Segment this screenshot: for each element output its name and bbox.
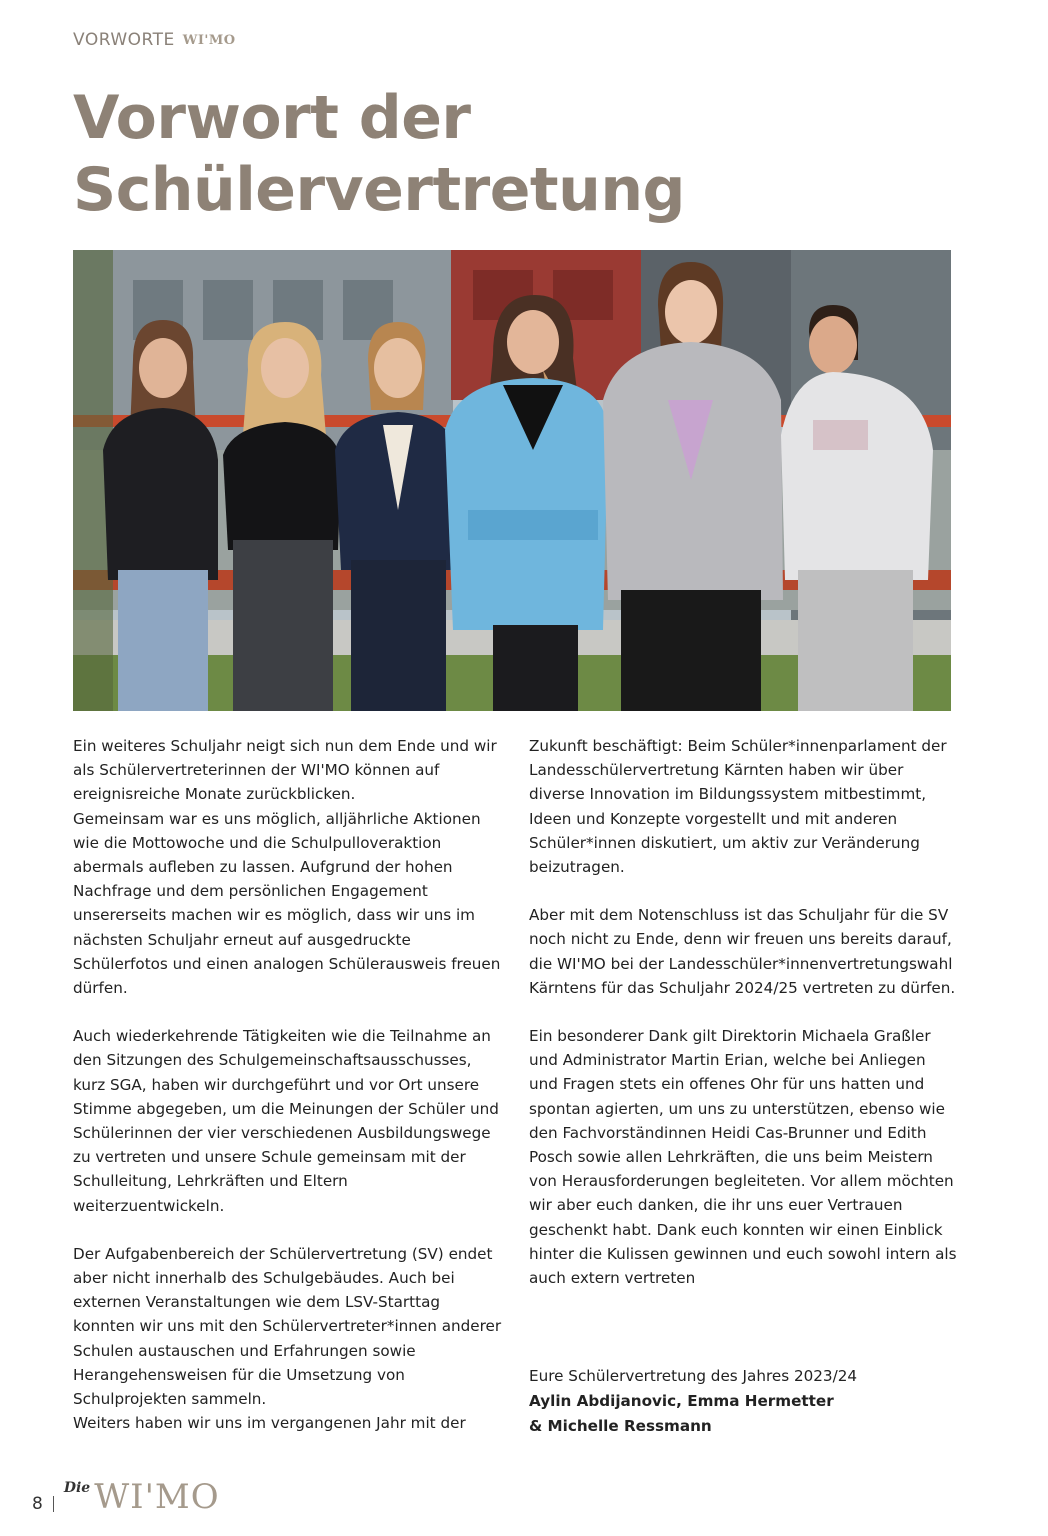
brand-name: WI'MO — [94, 1477, 220, 1517]
section-label — [73, 30, 236, 50]
paragraph-sga: Auch wiederkehrende Tätigkeiten wie die Teilnahme an den Sitzungen des Schulgemeinschaftsausschusses, kurz SGA, haben wir durchgeführt und vor Ort unsere Stimme abgegeben, um die Meinungen der Schüler und Schülerinnen der vier verschiedenen Ausbildungswege zu vertreten und unsere Schule gemeinsam mit der Schulleitung, Lehrkräften und Eltern weiterzuentwickeln. — [73, 1027, 499, 1215]
title-line-2: Schülervertretung — [73, 155, 685, 225]
wimo-logo-small: WI'MO — [182, 32, 236, 48]
page-title — [73, 82, 685, 226]
signoff-names-2: & Michelle Ressmann — [529, 1417, 712, 1435]
paragraph-actions: Gemeinsam war es uns möglich, alljährliche Aktionen wie die Mottowoche und die Schulpulloveraktion abermals aufleben zu lassen. Aufgrund der hohen Nachfrage und dem persönlichen Engagement unsererseits machen wir es möglich, dass wir uns im nächsten Schuljahr erneut auf ausgedruckte Schülerfotos und einen analogen Schülerausweis freuen dürfen. — [73, 809, 501, 998]
signoff-line: Eure Schülervertretung des Jahres 2023/24 — [529, 1367, 858, 1385]
signoff-names-1: Aylin Abdijanovic, Emma Hermetter — [529, 1392, 834, 1410]
paragraph-election: Aber mit dem Notenschluss ist das Schuljahr für die SV noch nicht zu Ende, denn wir freuen uns bereits darauf, die WI'MO bei der Landesschüler*innenvertretungswahl Kärntens für das Schuljahr 2024/25 vertreten zu dürfen. — [529, 906, 956, 997]
footer-separator — [53, 1496, 54, 1512]
paragraph-future: Zukunft beschäftigt: Beim Schüler*innenparlament der Landesschülervertretung Kärnten haben wir über diverse Innovation im Bildungssystem mitbestimmt, Ideen und Konzepte vorgestellt und mit anderen Schüler*innen diskutiert, um aktiv zur Veränderung beizutragen. — [529, 737, 947, 877]
group-photo-illustration — [73, 250, 951, 711]
group-photo — [73, 250, 951, 711]
paragraph-thanks: Ein besonderer Dank gilt Direktorin Michaela Graßler und Administrator Martin Erian, welche bei Anliegen und Fragen stets ein offenes Ohr für uns hatten und spontan agierten, um uns zu unterstützen, ebenso wie den Fachvorständinnen Heidi Cas-Brunner und Edith Posch sowie allen Lehrkräften, die uns beim Meistern von Herausforderungen begleiteten. Vor allem möchten wir aber euch danken, die ihr uns euer Vertrauen geschenkt habt. Dank euch konnten wir einen Einblick hinter die Kulissen gewinnen und euch sowohl intern als auch extern vertreten — [529, 1027, 957, 1288]
paragraph-intro: Ein weiteres Schuljahr neigt sich nun dem Ende und wir als Schülervertreterinnen der WI'MO können auf ereignisreiche Monate zurückblicken. — [73, 737, 497, 804]
section-name: VORWORTE — [73, 30, 175, 50]
signoff — [529, 1364, 857, 1439]
paragraph-external: Der Aufgabenbereich der Schülervertretung (SV) endet aber nicht innerhalb des Schulgebäudes. Auch bei externen Veranstaltungen wie dem LSV-Starttag konnten wir uns mit den Schülervertreter*innen anderer Schulen austauschen und Erfahrungen sowie Herangehensweisen für die Umsetzung von Schulprojekten sammeln. — [73, 1244, 502, 1409]
left-column — [73, 734, 503, 1435]
page-number: 8 — [32, 1494, 43, 1514]
brand-prefix: Die — [63, 1480, 91, 1496]
title-line-1: Vorwort der — [73, 83, 471, 153]
page-footer — [32, 1477, 220, 1517]
right-column — [529, 734, 959, 1290]
paragraph-continued: Weiters haben wir uns im vergangenen Jahr mit der — [73, 1414, 466, 1433]
wimo-brand-logo — [63, 1477, 220, 1517]
